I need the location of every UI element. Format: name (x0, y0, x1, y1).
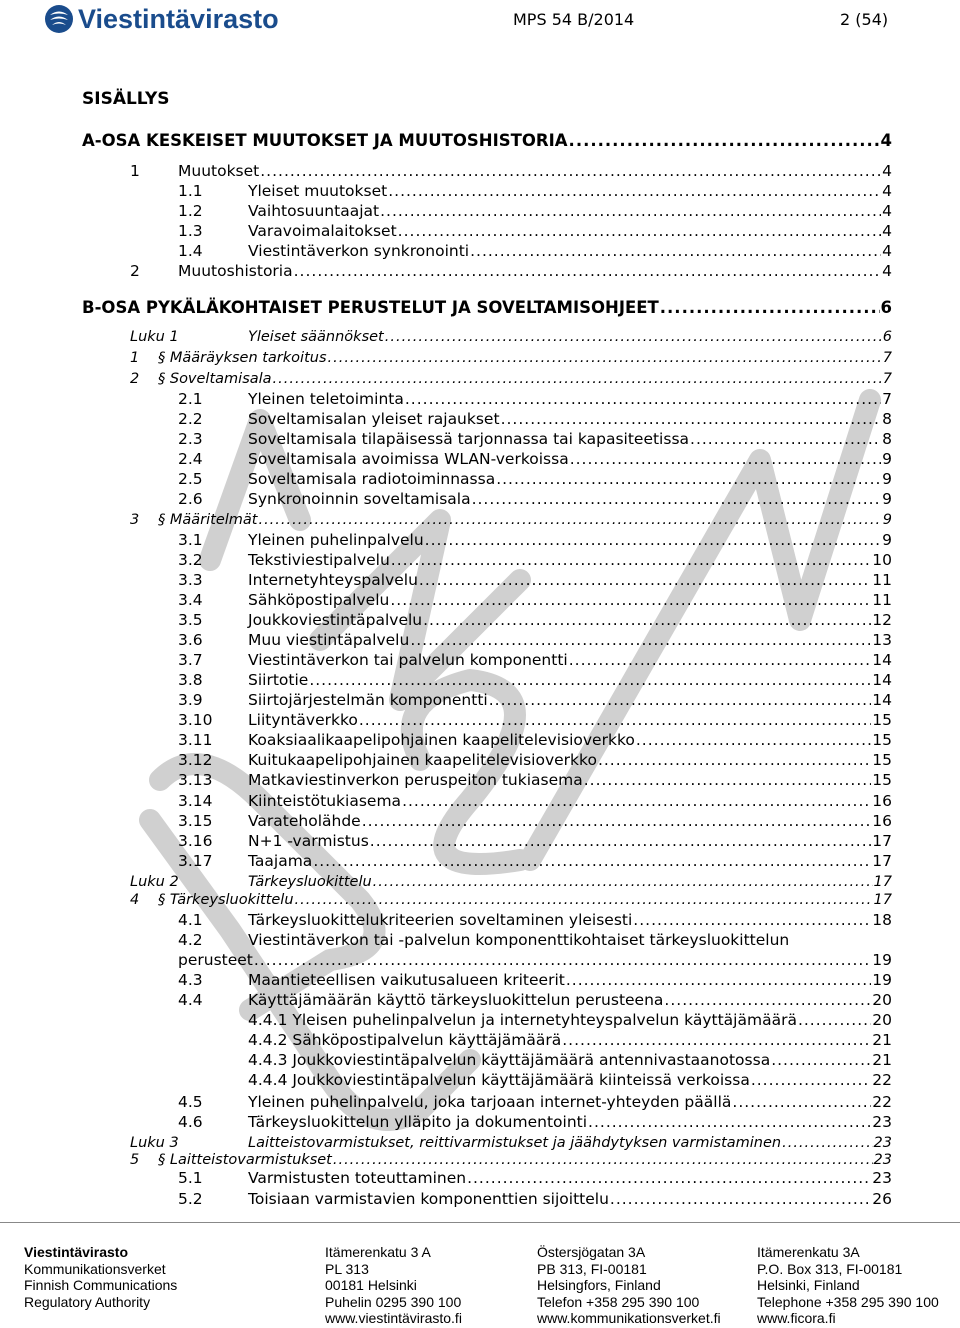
toc-entry-number: 3.15 (178, 812, 213, 830)
toc-entry[interactable] (178, 469, 892, 489)
toc-leader-dots (562, 1030, 871, 1050)
toc-entry[interactable] (248, 1070, 892, 1090)
footer-text: Helsinki, Finland (757, 1277, 860, 1293)
toc-entry-number: Luku 3 (130, 1135, 179, 1151)
toc-entry-page: 23 (873, 1135, 892, 1151)
toc-leader-dots (501, 409, 882, 429)
toc-entry-page: 10 (872, 551, 892, 569)
toc-entry-page: 9 (882, 470, 892, 488)
toc-entry-number: 3 (130, 512, 140, 528)
toc-entry-page: 20 (872, 1011, 892, 1029)
footer-text: Regulatory Authority (24, 1293, 151, 1310)
footer-text: Östersjögatan 3A (537, 1244, 646, 1260)
toc-entry[interactable] (178, 1189, 892, 1209)
toc-entry-page: 4 (882, 242, 892, 260)
toc-entry-page: 11 (872, 591, 892, 609)
toc-entry[interactable] (178, 851, 892, 871)
toc-entry-number: 3.11 (178, 731, 213, 749)
toc-leader-dots (373, 872, 873, 892)
toc-entry-title: 4.4.1 Yleisen puhelinpalvelun ja internetyhteyspalvelun käyttäjämäärä (248, 1011, 797, 1029)
toc-entry-number: 4.2 (178, 931, 203, 949)
toc-entry-title: Muu viestintäpalvelu (248, 631, 410, 649)
toc-entry[interactable] (178, 1112, 892, 1132)
toc-entry-title: Tärkeysluokittelu (248, 874, 372, 890)
toc-entry-page: 16 (872, 812, 892, 830)
toc-leader-dots (598, 750, 871, 770)
toc-entry[interactable] (130, 327, 892, 347)
toc-entry[interactable] (178, 650, 892, 670)
toc-entry-page: 8 (882, 430, 892, 448)
toc-entry-number: 1.4 (178, 242, 203, 260)
toc-entry-page: 21 (872, 1031, 892, 1049)
toc-entry-page: 17 (873, 874, 892, 890)
toc-leader-dots (273, 369, 882, 389)
toc-entry[interactable] (178, 449, 892, 469)
toc-leader-dots (610, 1189, 871, 1209)
toc-leader-dots (294, 261, 882, 281)
toc-entry-page: 7 (882, 371, 892, 387)
toc-entry-number: 1 (130, 162, 140, 180)
toc-entry-title: Kiinteistötukiasema (248, 792, 402, 810)
toc-entry-title: A-OSA KESKEISET MUUTOKSET JA MUUTOSHISTORIA (82, 131, 568, 150)
toc-entry-title: § Tärkeysluokittelu (158, 892, 294, 908)
toc-entry-page: 22 (872, 1093, 892, 1111)
footer-text: Itämerenkatu 3A (757, 1244, 860, 1260)
toc-entry-page: 15 (872, 771, 892, 789)
toc-entry-number: 3.14 (178, 792, 213, 810)
toc-entry-title: Yleinen puhelinpalvelu (248, 531, 424, 549)
toc-leader-dots (254, 950, 871, 970)
footer-link[interactable]: www.ficora.fi (757, 1310, 836, 1326)
toc-leader-dots (470, 241, 881, 261)
toc-entry-number: 4.1 (178, 911, 203, 929)
toc-entry-page: 20 (872, 991, 892, 1009)
toc-entry-number: 1.1 (178, 182, 203, 200)
toc-entry-page: 15 (872, 751, 892, 769)
toc-entry-title: Sähköpostipalvelu (248, 591, 390, 609)
toc-leader-dots (258, 510, 881, 530)
footer-text: PB 313, FI-00181 (537, 1260, 647, 1277)
toc-entry-title: Yleinen teletoiminta (248, 390, 404, 408)
toc-entry-page: 4 (880, 131, 892, 150)
toc-leader-dots (260, 161, 881, 181)
toc-entry-number: 3.3 (178, 571, 203, 589)
toc-entry-page: 19 (872, 951, 892, 969)
toc-entry-title: Yleiset muutokset (248, 182, 388, 200)
toc-entry-number: 2.2 (178, 410, 203, 428)
toc-entry-page: 4 (882, 162, 892, 180)
toc-entry-title: § Laitteistovarmistukset (158, 1152, 332, 1168)
toc-entry-title: § Soveltamisala (158, 371, 272, 387)
toc-leader-dots (385, 327, 882, 347)
toc-entry-title: N+1 -varmistus (248, 832, 369, 850)
toc-entry-page: 22 (872, 1071, 892, 1089)
toc-entry-title: 4.4.4 Joukkoviestintäpalvelun käyttäjämäärä kiinteissä verkoissa (248, 1071, 750, 1089)
toc-entry-title: Viestintäverkon tai -palvelun komponenttikohtaiset tärkeysluokittelun (248, 931, 790, 949)
footer-text: 00181 Helsinki (325, 1277, 417, 1293)
toc-entry-title: Koaksiaalikaapelipohjainen kaapelitelevisioverkko (248, 731, 635, 749)
toc-entry-title: Internetyhteyspalvelu (248, 571, 418, 589)
toc-leader-dots (309, 670, 871, 690)
toc-entry[interactable] (178, 1168, 892, 1188)
toc-entry-number: 2.6 (178, 490, 203, 508)
toc-entry-title: Toisiaan varmistavien komponenttien sijoittelu (248, 1190, 609, 1208)
toc-entry[interactable] (178, 791, 892, 811)
toc-entry[interactable] (248, 1010, 892, 1030)
toc-entry-number: Luku 2 (130, 874, 179, 890)
toc-entry-number: 3.9 (178, 691, 203, 709)
toc-entry-page: 23 (872, 1169, 892, 1187)
toc-entry-page: 18 (872, 911, 892, 929)
toc-entry-page: 14 (872, 671, 892, 689)
toc-leader-dots (391, 550, 872, 570)
page-number: 2 (54) (840, 10, 889, 29)
toc-entry-number: 4.5 (178, 1093, 203, 1111)
toc-entry-number: 1 (130, 350, 140, 366)
toc-entry-title: B-OSA PYKÄLÄKOHTAISET PERUSTELUT JA SOVELTAMISOHJEET (82, 298, 659, 317)
toc-entry-page: 16 (872, 792, 892, 810)
footer-text: PL 313 (325, 1260, 369, 1277)
toc-entry-title: Tärkeysluokittelukriteerien soveltaminen yleisesti (248, 911, 633, 929)
toc-entry[interactable] (130, 890, 892, 910)
toc-leader-dots (398, 221, 881, 241)
toc-entry[interactable] (178, 389, 892, 409)
toc-entry-page: 15 (872, 711, 892, 729)
toc-entry-title: Siirtotie (248, 671, 309, 689)
toc-leader-dots (584, 770, 872, 790)
toc-entry[interactable] (130, 872, 892, 892)
toc-leader-dots (798, 1010, 871, 1030)
toc-entry-title: 4.4.2 Sähköpostipalvelun käyttäjämäärä (248, 1031, 562, 1049)
toc-entry-title: Soveltamisalan yleiset rajaukset (248, 410, 500, 428)
toc-entry-title: 4.4.3 Joukkoviestintäpalvelun käyttäjämäärä antennivastaanotossa (248, 1051, 771, 1069)
toc-entry-number: 2 (130, 262, 140, 280)
footer-text: Viestintävirasto (24, 1244, 129, 1260)
toc-entry-page: 23 (872, 1113, 892, 1131)
toc-entry-number: 3.10 (178, 711, 213, 729)
toc-entry-number: Luku 1 (130, 329, 179, 345)
toc-entry-title: Tekstiviestipalvelu (248, 551, 390, 569)
footer-divider (0, 1222, 960, 1223)
toc-entry-title: Joukkoviestintäpalvelu (248, 611, 423, 629)
brand-logo (44, 3, 279, 35)
toc-entry-page: 17 (873, 892, 892, 908)
toc-entry[interactable] (178, 730, 892, 750)
footer-text: Itämerenkatu 3 A (325, 1244, 431, 1260)
toc-entry-title: Muutokset (178, 162, 260, 180)
toc-entry-title: Taajama (248, 852, 313, 870)
toc-leader-dots (402, 791, 871, 811)
toc-entry-title: Varateholähde (248, 812, 361, 830)
brand-name: Viestintävirasto (78, 3, 279, 34)
toc-entry-page: 8 (882, 410, 892, 428)
toc-entry-page: 17 (872, 832, 892, 850)
toc-entry[interactable] (178, 990, 892, 1010)
toc-entry-title: Yleiset säännökset (248, 329, 384, 345)
footer-col-4 (757, 1244, 939, 1327)
toc-entry[interactable] (82, 298, 892, 318)
toc-entry-title: Muutoshistoria (178, 262, 293, 280)
toc-entry-number: 2.4 (178, 450, 203, 468)
toc-entry-title: Viestintäverkon tai palvelun komponentti (248, 651, 568, 669)
toc-entry-title: § Määritelmät (158, 512, 258, 528)
toc-entry-page: 4 (882, 202, 892, 220)
toc-leader-dots (295, 890, 873, 910)
toc-leader-dots (660, 298, 880, 318)
toc-entry-number: 4 (130, 892, 140, 908)
toc-entry[interactable] (248, 1050, 892, 1070)
toc-leader-dots (405, 389, 881, 409)
toc-entry-title: Liityntäverkko (248, 711, 358, 729)
toc-entry-page: 9 (882, 450, 892, 468)
toc-leader-dots (410, 630, 871, 650)
toc-leader-dots (566, 970, 871, 990)
footer-text: Telephone +358 295 390 100 (757, 1293, 939, 1310)
toc-entry-number: 3.17 (178, 852, 213, 870)
toc-entry[interactable] (178, 570, 892, 590)
toc-leader-dots (423, 610, 871, 630)
toc-entry-number: 3.1 (178, 531, 203, 549)
toc-entry[interactable] (178, 590, 892, 610)
toc-entry-title: Varavoimalaitokset (248, 222, 397, 240)
toc-entry[interactable] (178, 930, 892, 950)
toc-leader-dots (359, 710, 871, 730)
toc-entry-number: 4.3 (178, 971, 203, 989)
toc-entry[interactable] (178, 429, 892, 449)
toc-entry-number: 5 (130, 1152, 140, 1168)
toc-leader-dots (419, 570, 871, 590)
toc-entry-page: 13 (872, 631, 892, 649)
toc-entry-number: 5.2 (178, 1190, 203, 1208)
toc-entry-title: Maantieteellisen vaikutusalueen kriteerit (248, 971, 565, 989)
toc-leader-dots (472, 489, 882, 509)
footer-col-1 (24, 1244, 177, 1310)
toc-entry-page: 14 (872, 691, 892, 709)
toc-entry-page: 17 (872, 852, 892, 870)
toc-leader-dots (569, 650, 872, 670)
toc-entry-title: Matkaviestinverkon peruspeiton tukiasema (248, 771, 583, 789)
toc-entry[interactable] (178, 550, 892, 570)
toc-entry-page: 4 (882, 222, 892, 240)
toc-entry-number: 3.6 (178, 631, 203, 649)
toc-entry[interactable] (130, 510, 892, 530)
toc-entry-page: 4 (882, 262, 892, 280)
toc-entry-page: 7 (882, 350, 892, 366)
toc-entry-page: 6 (882, 329, 892, 345)
toc-leader-dots (588, 1112, 871, 1132)
toc-entry-number: 3.13 (178, 771, 213, 789)
toc-entry[interactable] (178, 750, 892, 770)
toc-entry-number: 2 (130, 371, 140, 387)
toc-leader-dots (664, 990, 871, 1010)
toc-entry-page: 12 (872, 611, 892, 629)
toc-leader-dots (489, 690, 872, 710)
toc-entry-page: 9 (882, 490, 892, 508)
toc-entry-number: 3.2 (178, 551, 203, 569)
footer-link[interactable]: www.viestintävirasto.fi (325, 1310, 462, 1326)
toc-entry-page: 23 (873, 1152, 892, 1168)
toc-entry-number: 1.3 (178, 222, 203, 240)
toc-entry-title: Vaihtosuuntaajat (248, 202, 380, 220)
toc-leader-dots (362, 811, 872, 831)
toc-entry-title: perusteet (178, 951, 253, 969)
toc-entry[interactable] (178, 811, 892, 831)
toc-leader-dots (390, 590, 871, 610)
toc-entry-number: 3.5 (178, 611, 203, 629)
toc-entry-page: 14 (872, 651, 892, 669)
toc-entry-number: 3.7 (178, 651, 203, 669)
footer-text: P.O. Box 313, FI-00181 (757, 1260, 903, 1277)
toc-leader-dots (569, 131, 880, 151)
toc-entry[interactable] (130, 1150, 892, 1170)
toc-leader-dots (636, 730, 871, 750)
toc-entry-number: 3.4 (178, 591, 203, 609)
toc-entry-page: 6 (880, 298, 892, 317)
toc-leader-dots (380, 201, 881, 221)
toc-leader-dots (328, 348, 882, 368)
toc-entry-number: 3.8 (178, 671, 203, 689)
toc-entry-page: 11 (872, 571, 892, 589)
toc-entry-title: Soveltamisala avoimissa WLAN-verkoissa (248, 450, 569, 468)
toc-entry-page: 9 (882, 512, 892, 528)
toc-entry-number: 1.2 (178, 202, 203, 220)
toc-entry[interactable] (130, 348, 892, 368)
toc-entry-page: 4 (882, 182, 892, 200)
toc-entry[interactable] (248, 1030, 892, 1050)
toc-entry[interactable] (178, 770, 892, 790)
toc-leader-dots (771, 1050, 871, 1070)
toc-entry[interactable] (178, 831, 892, 851)
toc-entry-page: 19 (872, 971, 892, 989)
toc-entry-page: 26 (872, 1190, 892, 1208)
toc-entry-number: 2.5 (178, 470, 203, 488)
toc-entry-title: Laitteistovarmistukset, reittivarmistukset ja jäähdytyksen varmistaminen (248, 1135, 782, 1151)
toc-leader-dots (690, 429, 881, 449)
toc-entry-page: 15 (872, 731, 892, 749)
toc-entry[interactable] (178, 489, 892, 509)
document-id: MPS 54 B/2014 (513, 10, 635, 29)
toc-entry-title: Soveltamisala tilapäisessä tarjonnassa tai kapasiteetissa (248, 430, 690, 448)
toc-entry[interactable] (178, 610, 892, 630)
toc-leader-dots (313, 851, 871, 871)
toc-entry-number: 4.6 (178, 1113, 203, 1131)
toc-entry-number: 3.12 (178, 751, 213, 769)
footer-link[interactable]: www.kommunikationsverket.fi (537, 1310, 721, 1326)
logo-emblem-icon (44, 4, 74, 34)
toc-leader-dots (370, 831, 871, 851)
footer-text: Finnish Communications (24, 1277, 178, 1293)
toc-entry[interactable] (178, 241, 892, 261)
toc-entry[interactable] (178, 181, 892, 201)
toc-entry-title: Synkronoinnin soveltamisala (248, 490, 471, 508)
toc-entry-page: 7 (882, 390, 892, 408)
footer-col-3 (537, 1244, 721, 1327)
toc-entry-title: Käyttäjämäärän käyttö tärkeysluokittelun perusteena (248, 991, 664, 1009)
toc-entry[interactable] (130, 261, 892, 281)
toc-leader-dots (732, 1092, 871, 1112)
toc-leader-dots (333, 1150, 873, 1170)
footer-text: Kommunikationsverket (24, 1260, 166, 1277)
toc-entry-title: Yleinen puhelinpalvelu, joka tarjoaan internet-yhteyden päällä (248, 1093, 732, 1111)
toc-entry-number: 3.16 (178, 832, 213, 850)
toc-entry[interactable] (178, 409, 892, 429)
toc-entry-page: 9 (882, 531, 892, 549)
toc-leader-dots (633, 910, 871, 930)
toc-leader-dots (425, 530, 881, 550)
toc-leader-dots (388, 181, 881, 201)
toc-entry[interactable] (178, 530, 892, 550)
toc-entry-number: 2.3 (178, 430, 203, 448)
toc-entry-title: Varmistusten toteuttaminen (248, 1169, 467, 1187)
toc-entry-page: 21 (872, 1051, 892, 1069)
toc-leader-dots (570, 449, 881, 469)
toc-entry[interactable] (82, 131, 892, 151)
toc-title: SISÄLLYS (82, 89, 170, 109)
toc-entry[interactable] (178, 710, 892, 730)
toc-entry[interactable] (178, 221, 892, 241)
toc-entry[interactable] (178, 910, 892, 930)
toc-entry-title: Kuitukaapelipohjainen kaapelitelevisioverkko (248, 751, 597, 769)
toc-entry[interactable] (178, 670, 892, 690)
toc-entry[interactable] (178, 1092, 892, 1112)
toc-entry-title: Viestintäverkon synkronointi (248, 242, 470, 260)
toc-entry[interactable] (178, 690, 892, 710)
toc-entry[interactable] (178, 950, 892, 970)
toc-entry[interactable] (130, 369, 892, 389)
toc-entry-title: § Määräyksen tarkoitus (158, 350, 327, 366)
footer-text: Puhelin 0295 390 100 (325, 1293, 462, 1310)
toc-entry[interactable] (178, 201, 892, 221)
toc-leader-dots (496, 469, 881, 489)
toc-entry[interactable] (130, 161, 892, 181)
footer-col-2 (325, 1244, 462, 1327)
toc-entry[interactable] (178, 970, 892, 990)
toc-entry-number: 5.1 (178, 1169, 203, 1187)
toc-entry[interactable] (178, 630, 892, 650)
toc-entry-title: Soveltamisala radiotoiminnassa (248, 470, 496, 488)
toc-entry-title: Tärkeysluokittelun ylläpito ja dokumentointi (248, 1113, 588, 1131)
footer-text: Helsingfors, Finland (537, 1277, 661, 1293)
toc-leader-dots (751, 1070, 871, 1090)
toc-entry-number: 4.4 (178, 991, 203, 1009)
toc-leader-dots (467, 1168, 871, 1188)
toc-entry-number: 2.1 (178, 390, 203, 408)
footer-text: Telefon +358 295 390 100 (537, 1293, 700, 1310)
toc-entry-title: Siirtojärjestelmän komponentti (248, 691, 488, 709)
